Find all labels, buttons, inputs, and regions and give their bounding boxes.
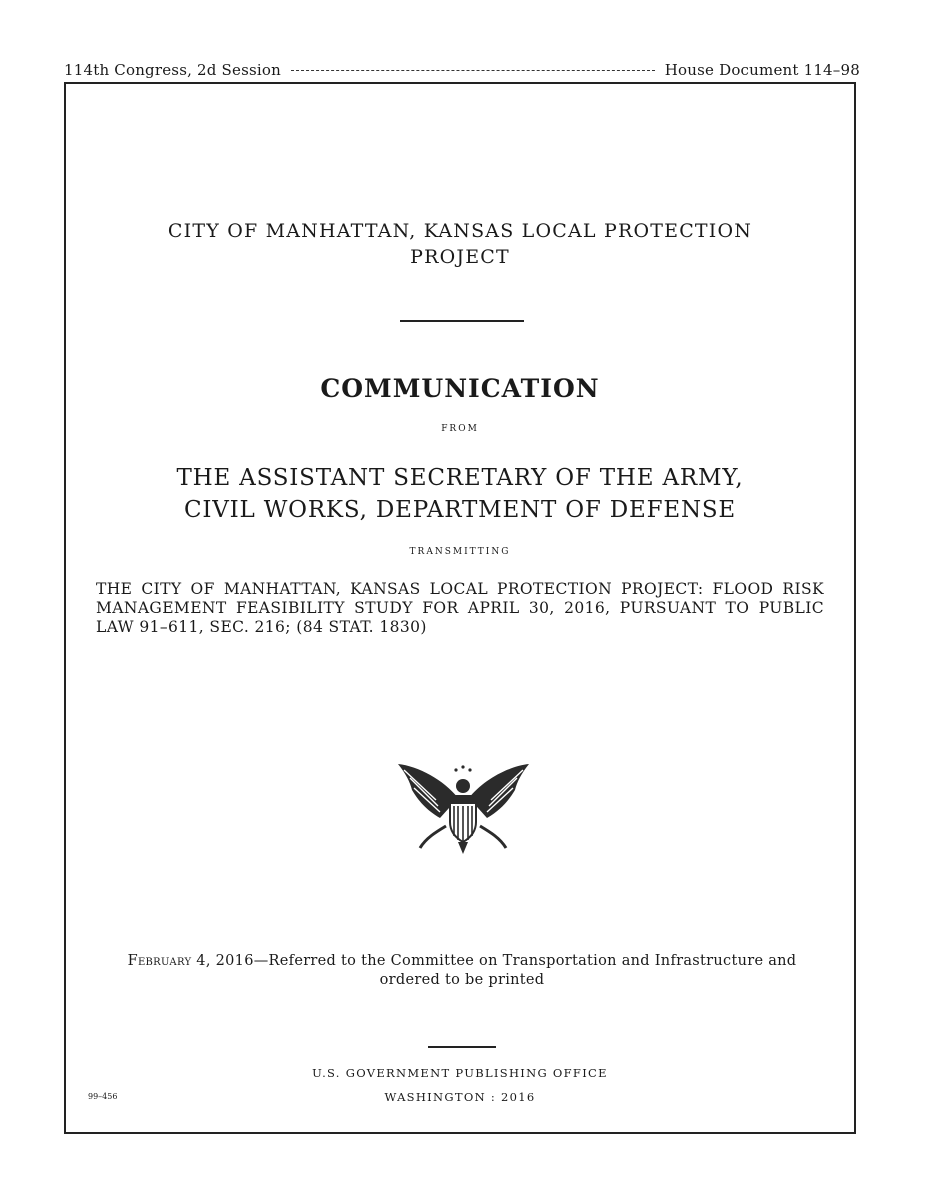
document-control-number: 99–456 [88,1092,118,1101]
subject-paragraph: THE CITY OF MANHATTAN, KANSAS LOCAL PROTECTION PROJECT: FLOOD RISK MANAGEMENT FEASIBILITY STUDY FOR APRIL 30, 2016, PURSUANT TO PUBLIC LAW 91–611, SEC. 216; (84 STAT. 1830) [96,580,824,636]
sender-department [66,462,854,526]
referral-text: —Referred to the Committee on Transportation and Infrastructure and ordered to be printed [253,953,797,988]
imprint-city-year: WASHINGTON : 2016 [384,1090,536,1104]
department-line-2: CIVIL WORKS, DEPARTMENT OF DEFENSE [183,497,737,523]
title-line-2: PROJECT [410,246,510,268]
publishing-office: U.S. GOVERNMENT PUBLISHING OFFICE [312,1066,608,1080]
transmitting-label: TRANSMITTING [409,547,511,557]
title-divider [400,320,524,322]
referral-date: February 4, 2016 [127,953,254,969]
great-seal-eagle-icon [396,760,531,855]
from-label: FROM [441,424,479,434]
communication-heading: COMMUNICATION [320,374,600,403]
house-document-number: House Document 114–98 [664,61,860,79]
header-dashed-leader [291,70,655,71]
title-line-1: CITY OF MANHATTAN, KANSAS LOCAL PROTECTION [167,220,753,242]
document-title [66,218,854,270]
department-line-1: THE ASSISTANT SECRETARY OF THE ARMY, [176,465,744,491]
document-header [64,58,860,82]
page-frame [64,82,856,1134]
referral-statement [116,952,808,990]
imprint-divider [428,1046,496,1048]
congress-session: 114th Congress, 2d Session [64,61,281,79]
